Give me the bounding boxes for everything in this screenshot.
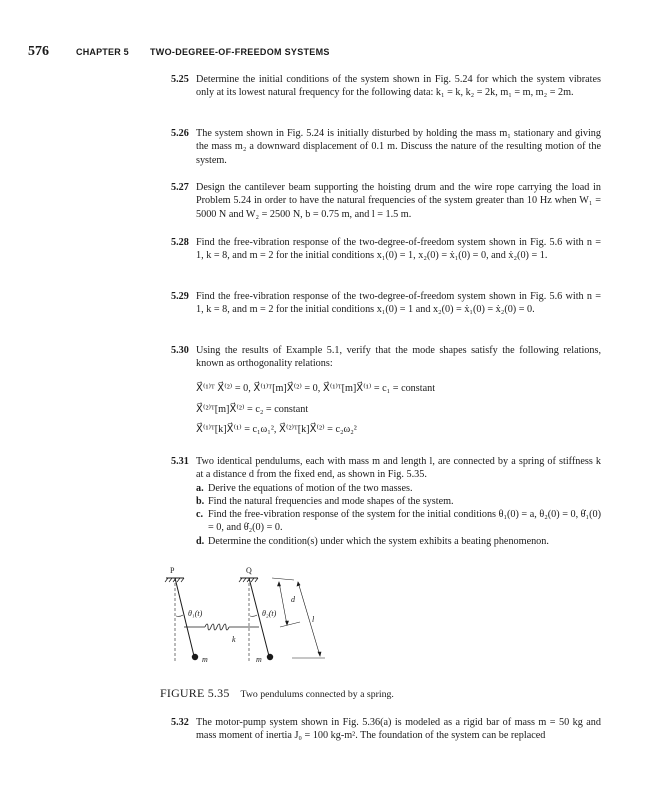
subitem-b bbox=[196, 495, 601, 508]
page-header bbox=[28, 44, 618, 64]
theta2-label: θ₂(t) bbox=[262, 609, 277, 618]
left-mass-label: m bbox=[202, 655, 208, 664]
problem-text: Find the free-vibration response of the two-degree-of-freedom system shown in Fig. 5.6 with n = 1, k = 8, and m = 2 for the initial conditions x₁(0) = 1 and x₂(0) = ẋ₁(0) = ẋ₂(0) = 0. bbox=[196, 291, 601, 316]
subitem-a bbox=[196, 482, 601, 495]
problem-number: 5.32 bbox=[171, 717, 189, 728]
problem-number: 5.26 bbox=[171, 128, 189, 139]
theta1-label: θ₁(t) bbox=[188, 609, 203, 618]
problem-text: Using the results of Example 5.1, verify that the mode shapes satisfy the following relations, known as orthogonality relations: bbox=[196, 345, 601, 370]
spring bbox=[184, 624, 259, 630]
problem-5-31 bbox=[171, 455, 601, 482]
problem-5-28 bbox=[171, 236, 601, 263]
subitem-label: c. bbox=[196, 509, 204, 520]
problem-text: The system shown in Fig. 5.24 is initially disturbed by holding the mass m₁ stationary and giving the mass m₂ a downward displacement of 0.1 m. Discuss the nature of the resulting motion of the system. bbox=[196, 128, 601, 166]
right-support-hatch bbox=[239, 578, 258, 582]
figure-caption-text: Two pendulums connected by a spring. bbox=[240, 689, 394, 700]
figure-caption-label: FIGURE 5.35 bbox=[160, 686, 230, 700]
problem-5-25 bbox=[171, 73, 601, 100]
subitem-text: Find the natural frequencies and mode shapes of the system. bbox=[208, 496, 454, 507]
orthogonality-line-3: X⃗⁽¹⁾ᵀ[k]X⃗⁽¹⁾ = c₁ω₁², X⃗⁽²⁾ᵀ[k]X⃗⁽²⁾ = c₂ω₂² bbox=[196, 424, 357, 435]
problem-text: Design the cantilever beam supporting the hoisting drum and the wire rope carrying the load in Problem 5.24 in order to have the natural frequencies of the system greater than 10 Hz when W₁ = 5000 N and W₂ = 2500 N, b = 0.75 m, and l = 1.5 m. bbox=[196, 182, 601, 220]
subitem-label: a. bbox=[196, 483, 204, 494]
problem-number: 5.25 bbox=[171, 74, 189, 85]
subitem-label: b. bbox=[196, 496, 205, 507]
left-support-hatch bbox=[165, 578, 184, 582]
chapter-title: TWO-DEGREE-OF-FREEDOM SYSTEMS bbox=[150, 47, 330, 57]
subitem-text: Determine the condition(s) under which the system exhibits a beating phenomenon. bbox=[208, 536, 549, 547]
orthogonality-line-2: X⃗⁽²⁾ᵀ[m]X⃗⁽²⁾ = c₂ = constant bbox=[196, 404, 309, 415]
orthogonality-line-1: X⃗⁽¹⁾ᵀ X⃗⁽²⁾ = 0, X⃗⁽¹⁾ᵀ[m]X⃗⁽²⁾ = 0, X⃗⁽¹⁾ᵀ[m]X⃗⁽¹⁾ = c₁ = constant bbox=[196, 383, 436, 394]
problem-text: Determine the initial conditions of the system shown in Fig. 5.24 for which the system vibrates only at its lowest natural frequency for the following data: k₁ = k, k₂ = 2k, m₁ = m, m₂ = 2m. bbox=[196, 74, 601, 99]
problem-number: 5.28 bbox=[171, 237, 189, 248]
dimension-l-label: l bbox=[312, 615, 315, 624]
subitem-text: Derive the equations of motion of the two masses. bbox=[208, 483, 413, 494]
pendulum-diagram bbox=[160, 562, 350, 674]
dimension-lines bbox=[272, 578, 325, 658]
problem-text: The motor-pump system shown in Fig. 5.36(a) is modeled as a rigid bar of mass m = 50 kg and mass moment of inertia J₀ = 100 kg-m². The foundation of the system can be replaced bbox=[196, 717, 601, 742]
problem-5-26 bbox=[171, 127, 601, 167]
theta1-arc bbox=[176, 615, 183, 616]
support-label-q: Q bbox=[246, 566, 252, 575]
subitem-label: d. bbox=[196, 536, 205, 547]
figure-5-35 bbox=[160, 562, 350, 674]
problem-5-29 bbox=[171, 290, 601, 317]
problem-text: Find the free-vibration response of the two-degree-of-freedom system shown in Fig. 5.6 with n = 1, k = 8, and m = 2 for the initial conditions x₁(0) = 1, x₂(0) = ẋ₁(0) = 0, and ẋ₂(0) = 1. bbox=[196, 237, 601, 262]
support-label-p: P bbox=[170, 566, 175, 575]
problem-number: 5.30 bbox=[171, 345, 189, 356]
theta2-arc bbox=[250, 615, 257, 616]
left-mass bbox=[192, 654, 198, 660]
subitem-c bbox=[196, 508, 601, 535]
page-number: 576 bbox=[28, 44, 49, 59]
problem-5-27 bbox=[171, 181, 601, 221]
dimension-d-label: d bbox=[291, 595, 295, 604]
spring-label: k bbox=[232, 635, 236, 644]
figure-caption bbox=[160, 686, 394, 701]
problem-number: 5.31 bbox=[171, 456, 189, 467]
problem-5-32 bbox=[171, 716, 601, 743]
problem-number: 5.29 bbox=[171, 291, 189, 302]
problem-text: Two identical pendulums, each with mass m and length l, are connected by a spring of stiffness k at a distance d from the fixed end, as shown in Fig. 5.35. bbox=[196, 456, 601, 481]
subitem-d bbox=[196, 535, 601, 548]
right-mass-label: m bbox=[256, 655, 262, 664]
subitem-text: Find the free-vibration response of the system for the initial conditions θ₁(0) = a, θ₂(0) = 0, θ̇₁(0) = 0, and θ̇₂(0) = 0. bbox=[208, 509, 601, 534]
chapter-label: CHAPTER 5 bbox=[76, 47, 129, 57]
problem-5-30 bbox=[171, 344, 601, 371]
right-mass bbox=[267, 654, 273, 660]
problem-number: 5.27 bbox=[171, 182, 189, 193]
